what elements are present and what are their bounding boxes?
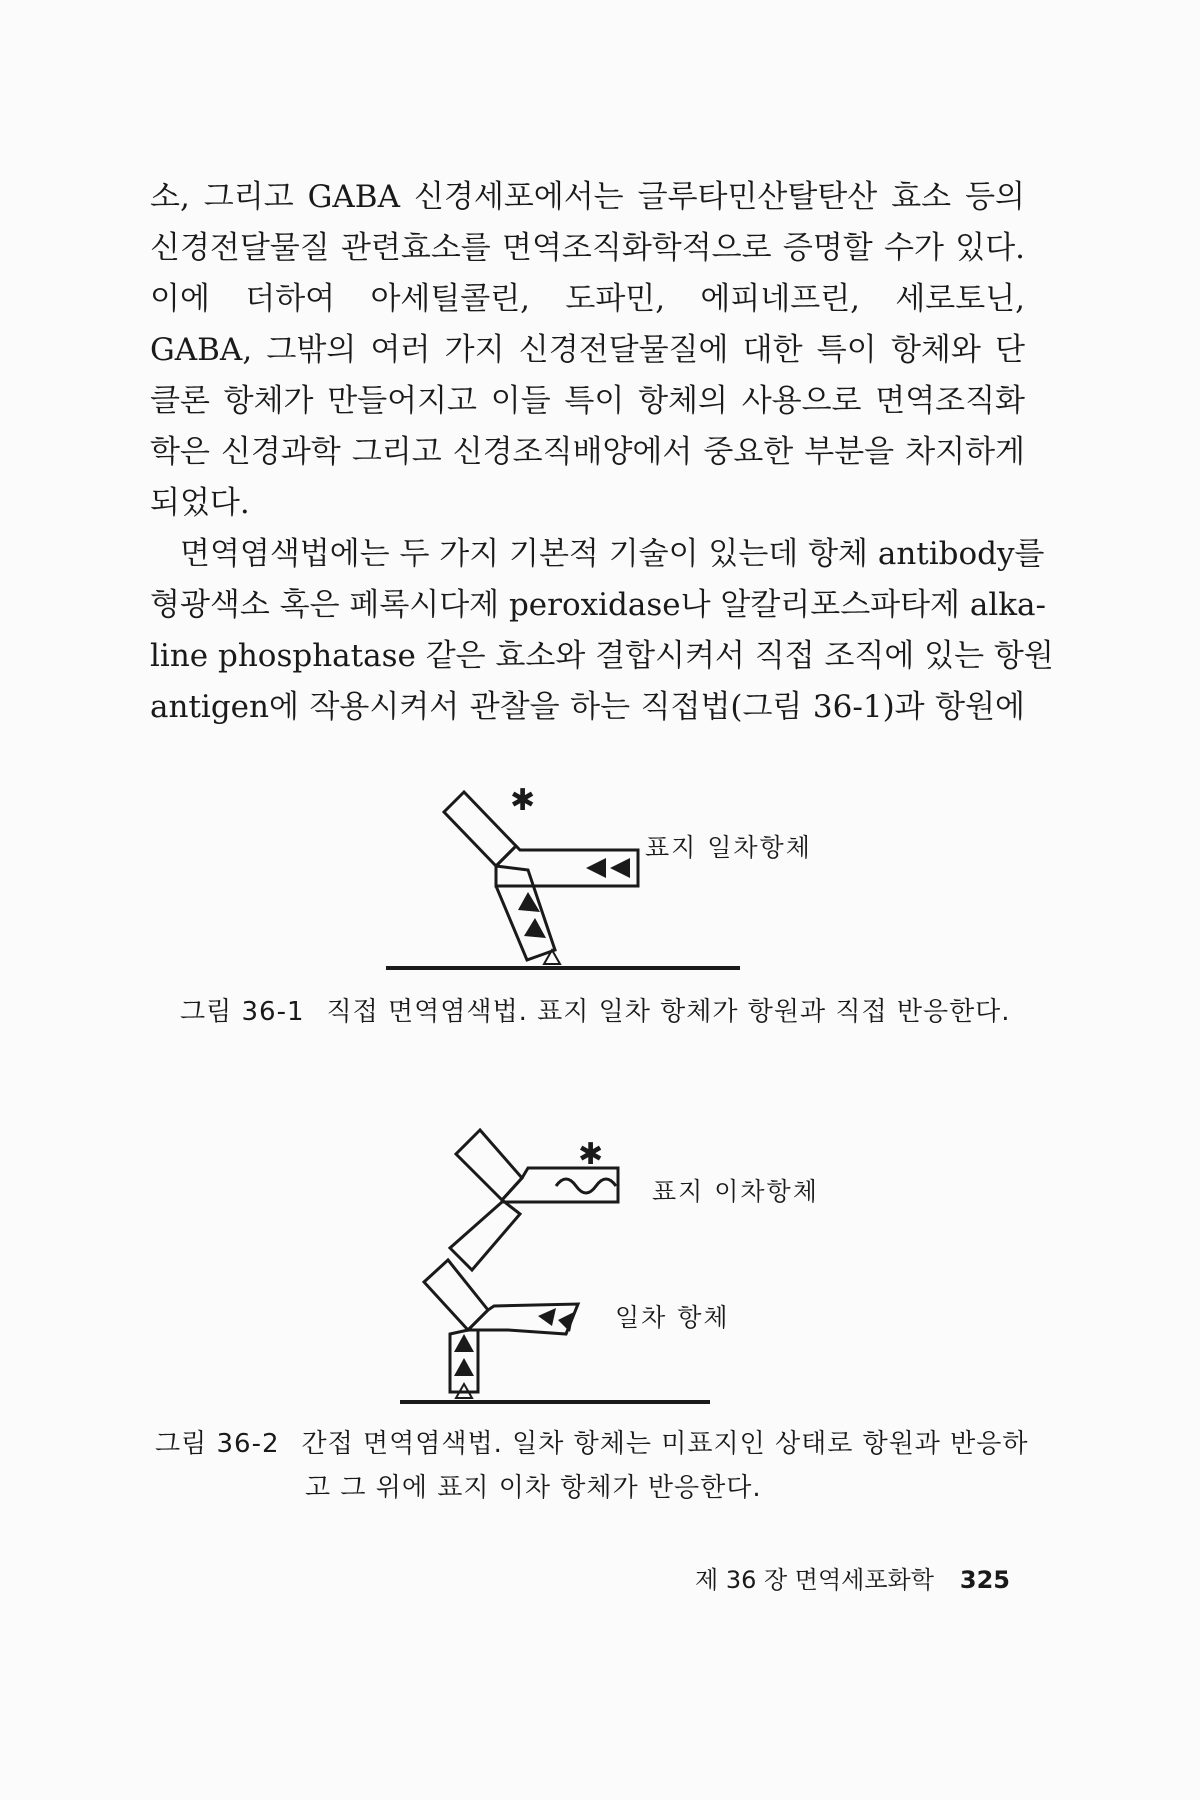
triangle-marker-icon (538, 1308, 556, 1326)
text-line: GABA, 그밖의 여러 가지 신경전달물질에 대한 특이 항체와 단 (150, 332, 1025, 368)
figure-indirect-diagram (390, 1120, 720, 1410)
triangle-marker-icon (524, 918, 546, 938)
figure-indirect-method (390, 1120, 720, 1410)
page-number: 325 (959, 1566, 1011, 1594)
label-primary-unlabeled: 일차 항체 (615, 1303, 730, 1332)
triangle-marker-icon (586, 858, 606, 878)
figure1-caption (180, 990, 1011, 1034)
text-line: antigen에 작용시켜서 관찰을 하는 직접법(그림 36-1)과 항원에 (150, 689, 1025, 725)
text-line: 클론 항체가 만들어지고 이들 특이 항체의 사용으로 면역조직화 (150, 383, 1025, 419)
triangle-marker-icon (454, 1358, 474, 1376)
figure2-caption-number: 그림 36-2 (155, 1429, 280, 1459)
text-line: 이에 더하여 아세틸콜린, 도파민, 에피네프린, 세로토닌, (150, 281, 1025, 317)
text-line: 신경전달물질 관련효소를 면역조직화학적으로 증명할 수가 있다. (150, 230, 1025, 266)
label-star-icon: ✱ (578, 1137, 604, 1172)
figure-direct-diagram (380, 770, 750, 970)
chapter-title: 제 36 장 면역세포화학 (695, 1566, 934, 1594)
text-line: 면역염색법에는 두 가지 기본적 기술이 있는데 항체 antibody를 (180, 536, 1045, 572)
antibody-stem (496, 866, 555, 960)
figure1-caption-text: 직접 면역염색법. 표지 일차 항체가 항원과 직접 반응한다. (326, 997, 1011, 1027)
figure2-caption-text-cont: 고 그 위에 표지 이차 항체가 반응한다. (305, 1473, 762, 1503)
triangle-marker-icon (610, 858, 630, 878)
text-line: 형광색소 혹은 페록시다제 peroxidase나 알칼리포스파타제 alka- (150, 587, 1046, 623)
wave-marker-icon (556, 1179, 616, 1193)
text-line: 되었다. (150, 485, 250, 521)
text-line: 학은 신경과학 그리고 신경조직배양에서 중요한 부분을 차지하게 (150, 434, 1025, 470)
triangle-marker-icon (454, 1334, 474, 1352)
figure1-caption-number: 그림 36-1 (180, 997, 305, 1027)
secondary-stem (450, 1200, 520, 1270)
figure-direct-method (380, 770, 750, 970)
text-line: line phosphatase 같은 효소와 결합시켜서 직접 조직에 있는 항원 (150, 638, 1054, 674)
label-primary-labeled: 표지 일차항체 (645, 833, 812, 862)
text-line: 소, 그리고 GABA 신경세포에서는 글루타민산탈탄산 효소 등의 (150, 179, 1025, 215)
label-star-icon: ✱ (510, 783, 536, 818)
label-secondary-labeled: 표지 이차항체 (652, 1177, 819, 1206)
figure2-caption (155, 1422, 1029, 1510)
page-footer (695, 1560, 1010, 1595)
body-text (150, 172, 1054, 733)
figure2-caption-text: 간접 면역염색법. 일차 항체는 미표지인 상태로 항원과 반응하 (301, 1429, 1029, 1459)
triangle-marker-icon (558, 1312, 574, 1332)
